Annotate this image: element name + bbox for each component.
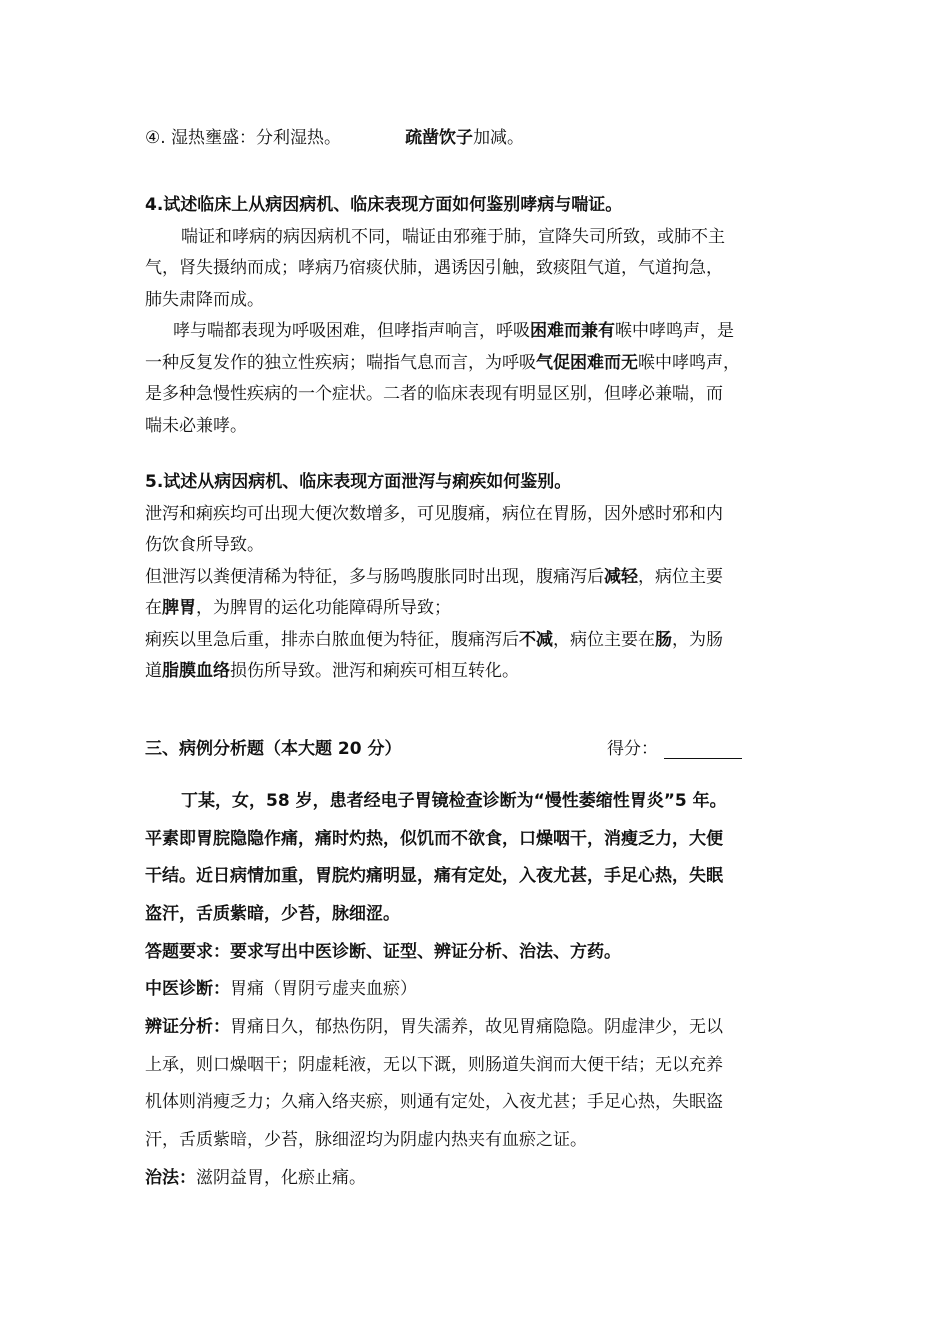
case-line2: 平素即胃脘隐隐作痛，痛时灼热，似饥而不欲食，口燥咽干，消瘦乏力，大便 xyxy=(145,829,723,849)
answer-requirement: 答题要求：要求写出中医诊断、证型、辨证分析、治法、方药。 xyxy=(145,942,621,962)
q4-p1-line2: 气，肾失摄纳而成；哮病乃宿痰伏肺，遇诱因引触，致痰阻气道，气道拘急， xyxy=(145,258,723,278)
text-run: 喉中哮鸣声， xyxy=(638,353,740,373)
diagnosis-text: 胃痛（胃阴亏虚夹血瘀） xyxy=(230,979,417,999)
q4-title: 4.试述临床上从病因病机、临床表现方面如何鉴别哮病与喘证。 xyxy=(145,195,623,215)
q4-p1-line1: 喘证和哮病的病因病机不同，喘证由邪雍于肺，宣降失司所致，或肺不主 xyxy=(181,227,725,247)
text-run: 损伤所导致。泄泻和痢疾可相互转化。 xyxy=(230,661,519,681)
text-run: ，病位主要在 xyxy=(553,630,655,650)
diagnosis-label: 中医诊断： xyxy=(145,979,230,999)
emphasis: 困难而兼有 xyxy=(530,321,615,341)
case-line1: 丁某，女，58 岁，患者经电子胃镜检查诊断为“慢性萎缩性胃炎”5 年。 xyxy=(181,791,727,811)
emphasis: 气促困难而无 xyxy=(536,353,638,373)
case-line4: 盗汗，舌质紫暗，少苔，脉细涩。 xyxy=(145,904,400,924)
q5-line5 xyxy=(145,628,723,652)
q5-title: 5.试述从病因病机、临床表现方面泄泻与痢疾如何鉴别。 xyxy=(145,472,572,492)
text-run: 痢疾以里急后重，排赤白脓血便为特征，腹痛泻后 xyxy=(145,630,519,650)
q4-p2-line3: 是多种急慢性疾病的一个症状。二者的临床表现有明显区别，但哮必兼喘，而 xyxy=(145,384,723,404)
emphasis: 减轻 xyxy=(604,567,638,587)
treatment-label: 治法： xyxy=(145,1168,196,1188)
treatment-line xyxy=(145,1166,366,1190)
analysis-text: 胃痛日久，郁热伤阴，胃失濡养，故见胃痛隐隐。阴虚津少，无以 xyxy=(230,1017,723,1037)
item4-line xyxy=(145,126,524,150)
q5-line1: 泄泻和痢疾均可出现大便次数增多，可见腹痛，病位在胃肠，因外感时邪和内 xyxy=(145,504,723,524)
text-run: 一种反复发作的独立性疾病；喘指气息而言，为呼吸 xyxy=(145,353,536,373)
emphasis: 脾胃 xyxy=(162,598,196,618)
score-label: 得分： xyxy=(607,739,658,759)
treatment-text: 滋阴益胃，化瘀止痛。 xyxy=(196,1168,366,1188)
emphasis: 肠 xyxy=(655,630,672,650)
q4-p2-line2 xyxy=(145,351,740,375)
q4-p1-line3: 肺失肃降而成。 xyxy=(145,290,264,310)
text-run: ，为脾胃的运化功能障碍所导致； xyxy=(196,598,451,618)
q5-line2: 伤饮食所导致。 xyxy=(145,535,264,555)
q4-p2-line4: 喘未必兼哮。 xyxy=(145,416,247,436)
item4-suffix: 加减。 xyxy=(473,128,525,148)
case-line3: 干结。近日病情加重，胃脘灼痛明显，痛有定处，入夜尤甚，手足心热，失眠 xyxy=(145,866,723,886)
diagnosis-line xyxy=(145,977,417,1001)
text-run: ，病位主要 xyxy=(638,567,723,587)
q5-line3 xyxy=(145,565,723,589)
section3-title: 三、病例分析题（本大题 20 分） xyxy=(145,739,402,759)
q5-line6 xyxy=(145,659,519,683)
analysis-line4: 汗，舌质紫暗，少苔，脉细涩均为阴虚内热夹有血瘀之证。 xyxy=(145,1130,587,1150)
text-run: 道 xyxy=(145,661,162,681)
emphasis: 脂膜血络 xyxy=(162,661,230,681)
q5-line4 xyxy=(145,596,451,620)
text-run: 喉中哮鸣声，是 xyxy=(615,321,734,341)
emphasis: 不减 xyxy=(519,630,553,650)
q4-p2-line1 xyxy=(173,319,734,343)
text-run: 但泄泻以粪便清稀为特征，多与肠鸣腹胀同时出现，腹痛泻后 xyxy=(145,567,604,587)
text-run: 哮与喘都表现为呼吸困难，但哮指声响言，呼吸 xyxy=(173,321,530,341)
item4-formula: 疏凿饮子 xyxy=(405,128,474,148)
score-blank xyxy=(664,738,742,759)
analysis-line1 xyxy=(145,1015,723,1039)
analysis-line3: 机体则消瘦乏力；久痛入络夹瘀，则通有定处，入夜尤甚；手足心热，失眠盗 xyxy=(145,1092,723,1112)
analysis-label: 辨证分析： xyxy=(145,1017,230,1037)
text-run: 在 xyxy=(145,598,162,618)
analysis-line2: 上承，则口燥咽干；阴虚耗液，无以下溉，则肠道失润而大便干结；无以充养 xyxy=(145,1055,723,1075)
text-run: ，为肠 xyxy=(672,630,723,650)
item4-prefix: ④. 湿热壅盛：分利湿热。 xyxy=(145,128,342,148)
